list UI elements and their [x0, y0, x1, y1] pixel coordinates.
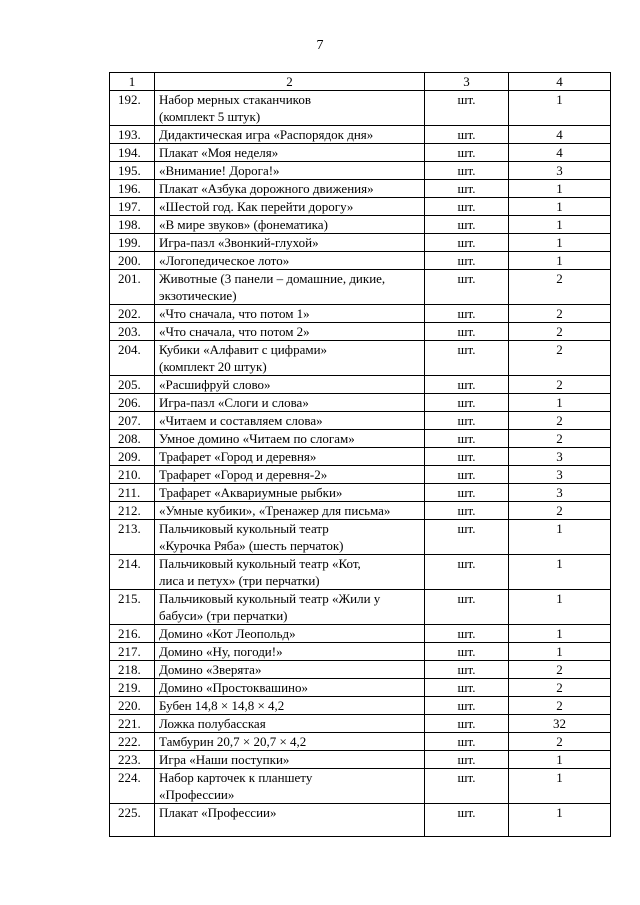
table-row [110, 643, 611, 661]
table-row [110, 590, 611, 625]
table-row [110, 91, 611, 126]
table-row [110, 252, 611, 270]
row-number: 199. [110, 234, 155, 252]
row-number: 207. [110, 412, 155, 430]
item-unit: шт. [425, 466, 509, 484]
item-unit: шт. [425, 198, 509, 216]
item-name: Домино «Кот Леопольд» [155, 625, 425, 643]
table-row [110, 502, 611, 520]
table-row [110, 430, 611, 448]
table-row [110, 376, 611, 394]
item-name: Трафарет «Аквариумные рыбки» [155, 484, 425, 502]
item-unit: шт. [425, 126, 509, 144]
table-row [110, 697, 611, 715]
row-number: 204. [110, 341, 155, 376]
items-table [109, 72, 611, 837]
table-row [110, 341, 611, 376]
table-header-row [110, 73, 611, 91]
item-unit: шт. [425, 520, 509, 555]
table-row [110, 484, 611, 502]
item-unit: шт. [425, 216, 509, 234]
table-row [110, 180, 611, 198]
table-row [110, 448, 611, 466]
row-number: 216. [110, 625, 155, 643]
item-quantity: 2 [509, 733, 611, 751]
table-row [110, 323, 611, 341]
row-number: 212. [110, 502, 155, 520]
row-number: 220. [110, 697, 155, 715]
item-quantity: 3 [509, 466, 611, 484]
item-unit: шт. [425, 769, 509, 804]
item-quantity: 2 [509, 376, 611, 394]
item-name: Плакат «Азбука дорожного движения» [155, 180, 425, 198]
item-unit: шт. [425, 484, 509, 502]
item-quantity: 1 [509, 91, 611, 126]
item-name: Ложка полубасская [155, 715, 425, 733]
table-row [110, 661, 611, 679]
item-unit: шт. [425, 590, 509, 625]
item-name: «Умные кубики», «Тренажер для письма» [155, 502, 425, 520]
row-number: 194. [110, 144, 155, 162]
item-unit: шт. [425, 643, 509, 661]
item-quantity: 1 [509, 769, 611, 804]
table-row [110, 625, 611, 643]
header-col-1: 1 [110, 73, 155, 91]
table-row [110, 733, 611, 751]
item-quantity: 1 [509, 625, 611, 643]
item-quantity: 1 [509, 555, 611, 590]
item-name: Трафарет «Город и деревня» [155, 448, 425, 466]
item-unit: шт. [425, 323, 509, 341]
item-quantity: 4 [509, 126, 611, 144]
item-quantity: 4 [509, 144, 611, 162]
item-name: Домино «Ну, погоди!» [155, 643, 425, 661]
table-row [110, 715, 611, 733]
row-number: 223. [110, 751, 155, 769]
table-row [110, 804, 611, 837]
item-unit: шт. [425, 234, 509, 252]
item-quantity: 1 [509, 180, 611, 198]
item-unit: шт. [425, 751, 509, 769]
row-number: 225. [110, 804, 155, 837]
item-name: Кубики «Алфавит с цифрами» (комплект 20 штук) [155, 341, 425, 376]
item-name: Дидактическая игра «Распорядок дня» [155, 126, 425, 144]
item-quantity: 3 [509, 162, 611, 180]
table-row [110, 679, 611, 697]
item-name: Домино «Зверята» [155, 661, 425, 679]
item-name: Тамбурин 20,7 × 20,7 × 4,2 [155, 733, 425, 751]
item-quantity: 32 [509, 715, 611, 733]
row-number: 192. [110, 91, 155, 126]
item-name: Умное домино «Читаем по слогам» [155, 430, 425, 448]
row-number: 205. [110, 376, 155, 394]
item-name: Игра-пазл «Звонкий-глухой» [155, 234, 425, 252]
item-unit: шт. [425, 679, 509, 697]
item-unit: шт. [425, 430, 509, 448]
item-name: Пальчиковый кукольный театр «Жили у бабуси» (три перчатки) [155, 590, 425, 625]
header-col-3: 3 [425, 73, 509, 91]
item-name: «Что сначала, что потом 1» [155, 305, 425, 323]
item-unit: шт. [425, 341, 509, 376]
row-number: 202. [110, 305, 155, 323]
table-row [110, 466, 611, 484]
row-number: 197. [110, 198, 155, 216]
item-unit: шт. [425, 625, 509, 643]
table-row [110, 394, 611, 412]
item-quantity: 1 [509, 804, 611, 837]
table-row [110, 412, 611, 430]
item-quantity: 1 [509, 394, 611, 412]
item-name: Игра-пазл «Слоги и слова» [155, 394, 425, 412]
item-quantity: 2 [509, 661, 611, 679]
row-number: 200. [110, 252, 155, 270]
table-row [110, 144, 611, 162]
item-unit: шт. [425, 252, 509, 270]
item-unit: шт. [425, 180, 509, 198]
item-quantity: 2 [509, 679, 611, 697]
item-quantity: 1 [509, 590, 611, 625]
table-row [110, 126, 611, 144]
row-number: 213. [110, 520, 155, 555]
item-name: «Шестой год. Как перейти дорогу» [155, 198, 425, 216]
item-name: «В мире звуков» (фонематика) [155, 216, 425, 234]
item-quantity: 1 [509, 520, 611, 555]
item-unit: шт. [425, 412, 509, 430]
table-row [110, 751, 611, 769]
item-quantity: 1 [509, 252, 611, 270]
item-unit: шт. [425, 270, 509, 305]
item-name: Бубен 14,8 × 14,8 × 4,2 [155, 697, 425, 715]
item-name: Пальчиковый кукольный театр «Курочка Ряба» (шесть перчаток) [155, 520, 425, 555]
header-col-4: 4 [509, 73, 611, 91]
item-unit: шт. [425, 305, 509, 323]
table-row [110, 555, 611, 590]
row-number: 214. [110, 555, 155, 590]
item-name: Пальчиковый кукольный театр «Кот, лиса и петух» (три перчатки) [155, 555, 425, 590]
table-row [110, 162, 611, 180]
item-quantity: 2 [509, 270, 611, 305]
row-number: 208. [110, 430, 155, 448]
item-name: Животные (3 панели – домашние, дикие, экзотические) [155, 270, 425, 305]
item-unit: шт. [425, 144, 509, 162]
item-name: Набор карточек к планшету «Профессии» [155, 769, 425, 804]
row-number: 219. [110, 679, 155, 697]
item-quantity: 1 [509, 234, 611, 252]
item-unit: шт. [425, 733, 509, 751]
item-quantity: 2 [509, 697, 611, 715]
row-number: 195. [110, 162, 155, 180]
row-number: 198. [110, 216, 155, 234]
page-number: 7 [316, 38, 324, 53]
item-unit: шт. [425, 394, 509, 412]
item-quantity: 3 [509, 448, 611, 466]
item-unit: шт. [425, 555, 509, 590]
row-number: 221. [110, 715, 155, 733]
item-name: «Что сначала, что потом 2» [155, 323, 425, 341]
table-row [110, 216, 611, 234]
item-unit: шт. [425, 661, 509, 679]
row-number: 211. [110, 484, 155, 502]
item-name: «Читаем и составляем слова» [155, 412, 425, 430]
item-unit: шт. [425, 376, 509, 394]
item-unit: шт. [425, 804, 509, 837]
item-unit: шт. [425, 697, 509, 715]
item-quantity: 1 [509, 216, 611, 234]
row-number: 217. [110, 643, 155, 661]
table-row [110, 270, 611, 305]
item-name: «Логопедическое лото» [155, 252, 425, 270]
item-quantity: 2 [509, 305, 611, 323]
item-quantity: 2 [509, 502, 611, 520]
table-row [110, 769, 611, 804]
item-unit: шт. [425, 162, 509, 180]
table-row [110, 234, 611, 252]
row-number: 209. [110, 448, 155, 466]
row-number: 193. [110, 126, 155, 144]
item-unit: шт. [425, 448, 509, 466]
item-quantity: 1 [509, 643, 611, 661]
item-quantity: 1 [509, 751, 611, 769]
row-number: 210. [110, 466, 155, 484]
row-number: 218. [110, 661, 155, 679]
item-quantity: 1 [509, 198, 611, 216]
item-quantity: 2 [509, 430, 611, 448]
item-name: Плакат «Профессии» [155, 804, 425, 837]
item-name: Игра «Наши поступки» [155, 751, 425, 769]
row-number: 224. [110, 769, 155, 804]
item-quantity: 2 [509, 412, 611, 430]
item-quantity: 2 [509, 341, 611, 376]
item-name: Плакат «Моя неделя» [155, 144, 425, 162]
table-row [110, 520, 611, 555]
header-col-2: 2 [155, 73, 425, 91]
item-name: Домино «Простоквашино» [155, 679, 425, 697]
item-name: «Внимание! Дорога!» [155, 162, 425, 180]
item-unit: шт. [425, 715, 509, 733]
row-number: 203. [110, 323, 155, 341]
item-quantity: 3 [509, 484, 611, 502]
item-name: Трафарет «Город и деревня-2» [155, 466, 425, 484]
item-unit: шт. [425, 91, 509, 126]
row-number: 206. [110, 394, 155, 412]
item-name: Набор мерных стаканчиков (комплект 5 штук) [155, 91, 425, 126]
row-number: 222. [110, 733, 155, 751]
table-row [110, 198, 611, 216]
item-unit: шт. [425, 502, 509, 520]
table-row [110, 305, 611, 323]
row-number: 215. [110, 590, 155, 625]
row-number: 201. [110, 270, 155, 305]
item-name: «Расшифруй слово» [155, 376, 425, 394]
row-number: 196. [110, 180, 155, 198]
item-quantity: 2 [509, 323, 611, 341]
